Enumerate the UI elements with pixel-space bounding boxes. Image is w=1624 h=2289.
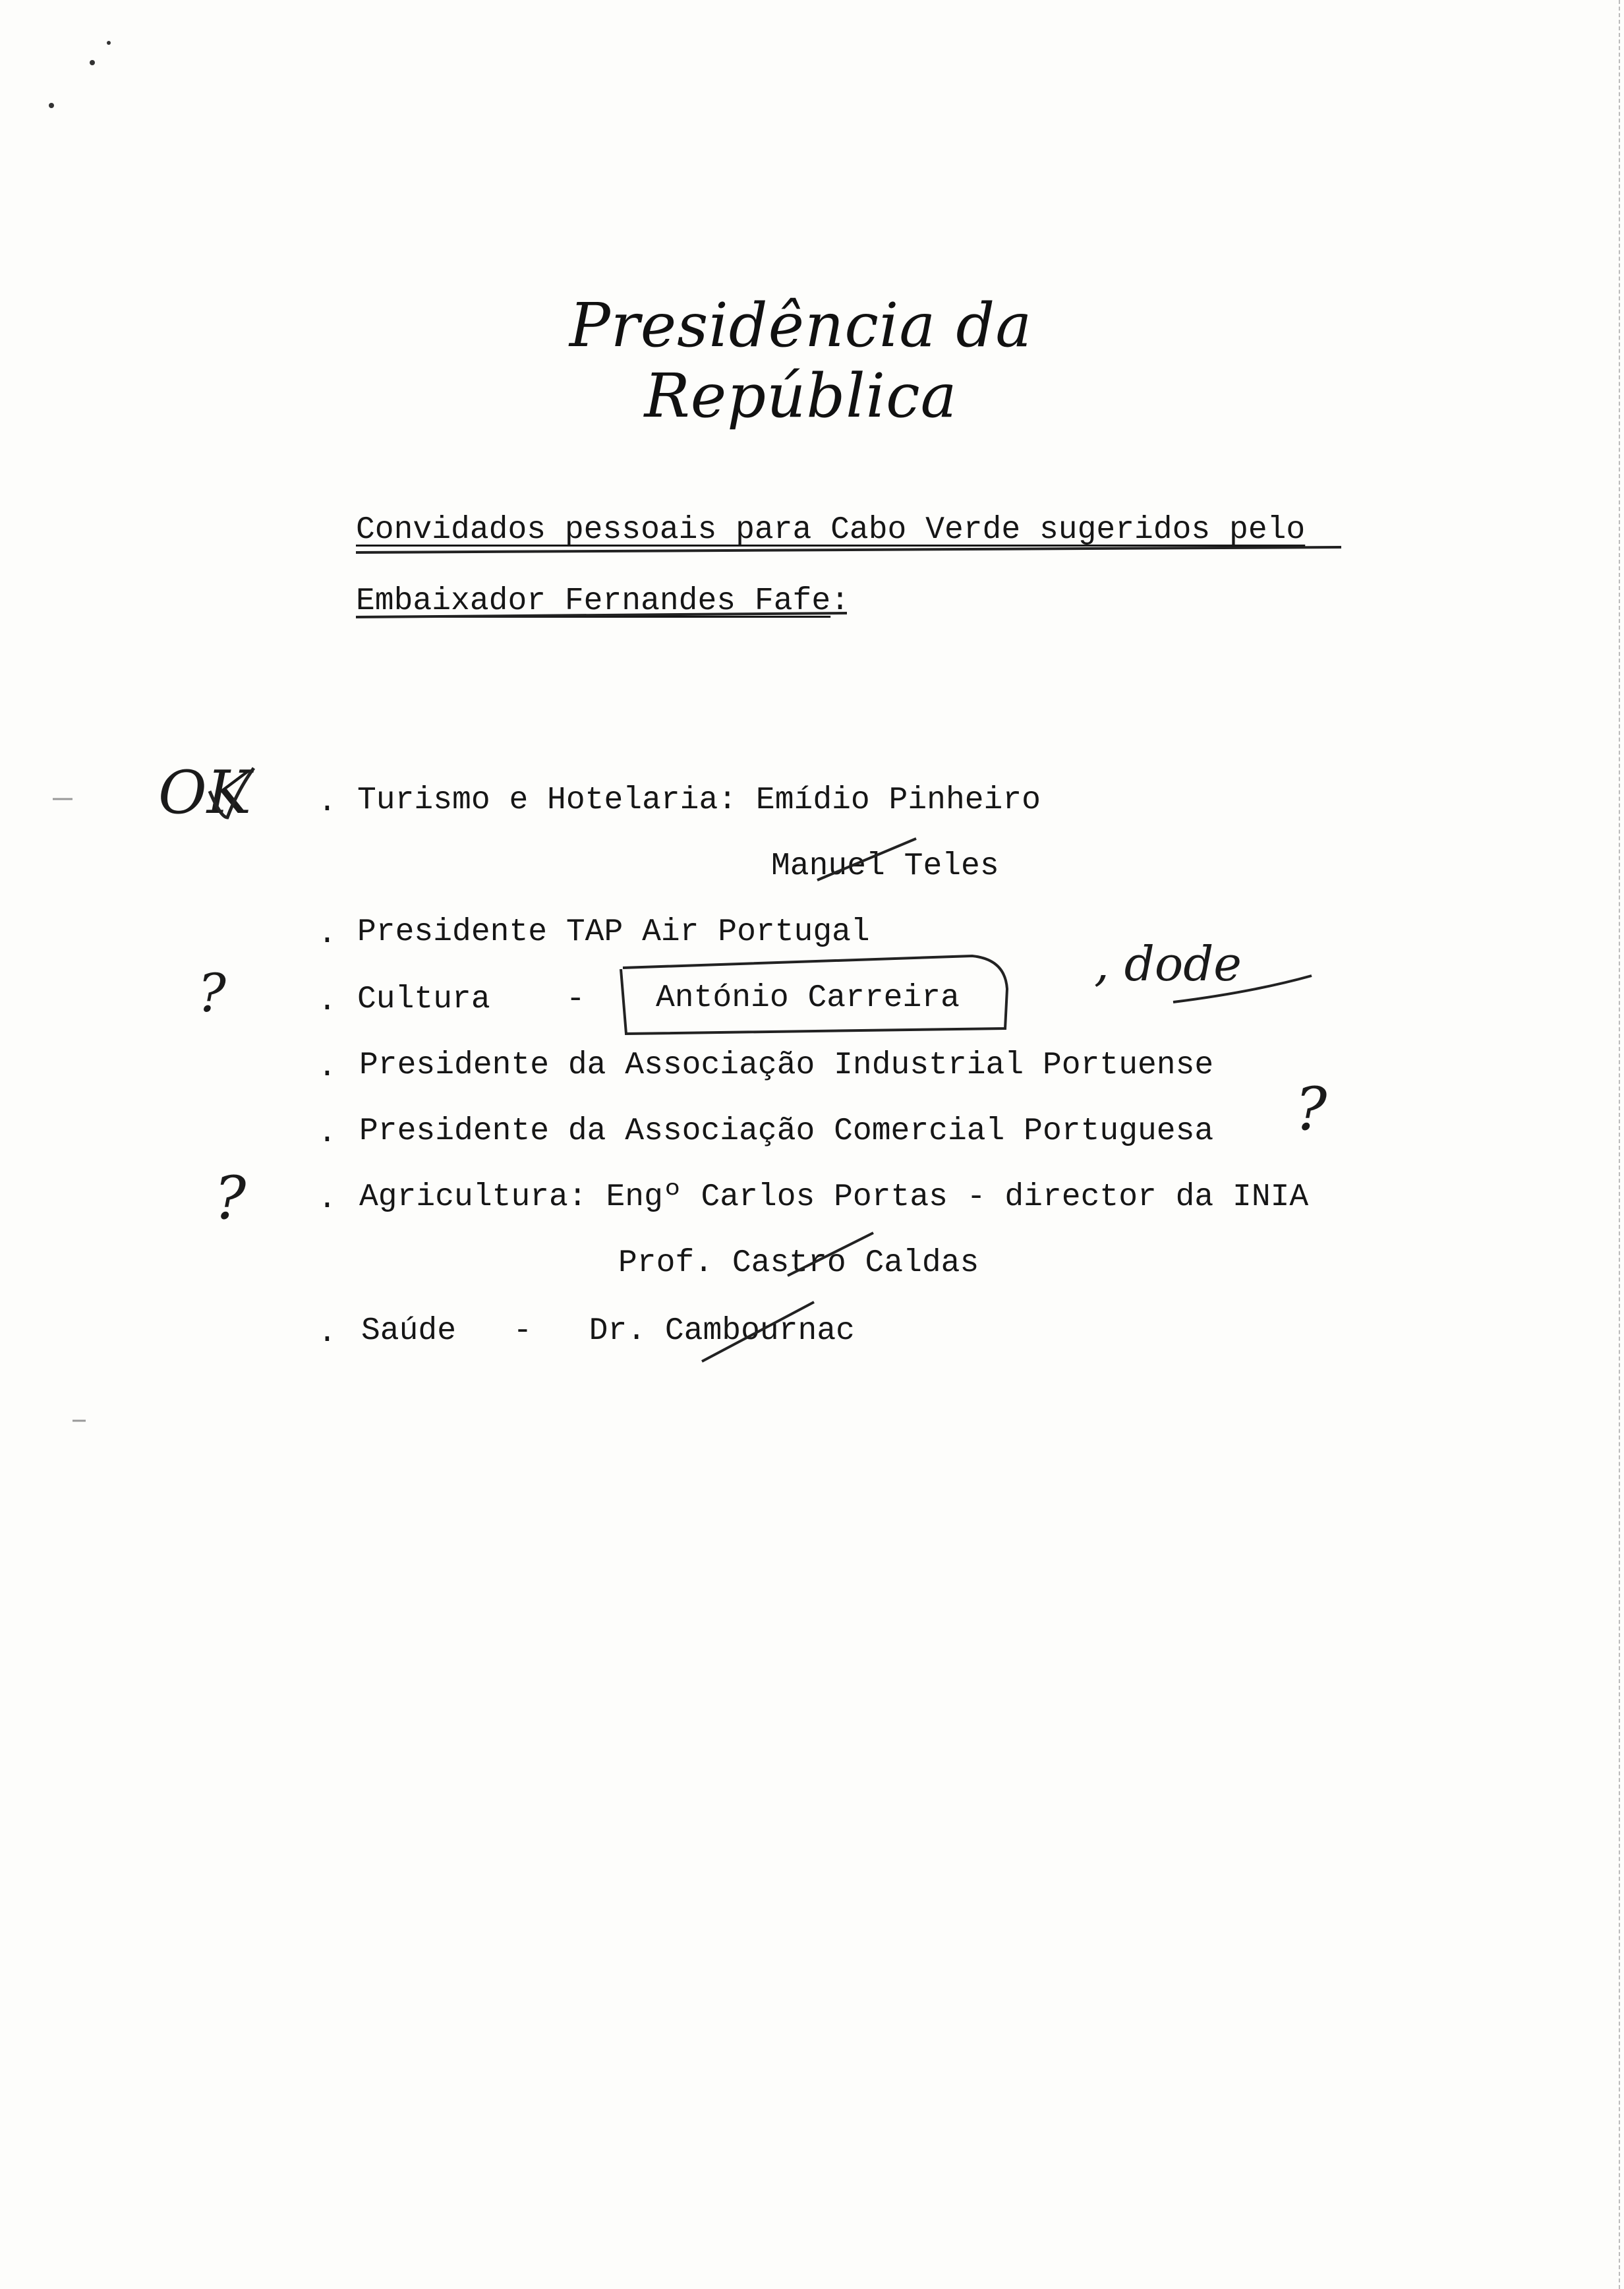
list-item-cultura: Cultura - xyxy=(357,982,585,1017)
letterhead: Presidência da República xyxy=(569,290,1033,431)
list-item-turismo: Turismo e Hotelaria: Emídio Pinheiro xyxy=(357,783,1041,818)
page-edge-scan-artifact xyxy=(1616,0,1620,2289)
heading-line-2 xyxy=(356,585,850,617)
list-item-assoc-comercial: Presidente da Associação Comercial Portuguesa xyxy=(359,1114,1214,1149)
handwritten-question-mark-agricultura: ? xyxy=(214,1164,246,1233)
list-item-agricultura: Agricultura: Engº Carlos Portas - director da INIA xyxy=(359,1179,1309,1215)
heading-line-1: Convidados pessoais para Cabo Verde sugeridos pelo xyxy=(356,512,1306,548)
speck-3 xyxy=(107,41,111,45)
bullet-3: . xyxy=(318,984,337,1019)
list-item-saude: Saúde - Dr. Cambournac xyxy=(361,1313,855,1349)
bullet-7: . xyxy=(318,1181,337,1217)
heading-line-2-colon: : xyxy=(830,583,850,619)
list-item-castro-caldas: Prof. Castro Caldas xyxy=(618,1245,979,1281)
list-item-presidente-tap: Presidente TAP Air Portugal xyxy=(357,914,870,950)
heading-underline-pen xyxy=(356,547,1341,552)
handwritten-margin-note: , dode xyxy=(1094,936,1242,992)
speck-1 xyxy=(90,60,95,65)
handwritten-question-mark-comercial: ? xyxy=(1295,1075,1327,1144)
bullet-9: . xyxy=(318,1315,337,1351)
handwritten-ok-mark: OK xyxy=(158,758,252,827)
bullet-6: . xyxy=(318,1115,337,1151)
list-item-antonio-carreira: António Carreira xyxy=(656,980,960,1016)
bullet-0: . xyxy=(318,785,337,820)
handwritten-question-mark-cultura: ? xyxy=(198,963,226,1024)
list-item-assoc-industrial: Presidente da Associação Industrial Portuense xyxy=(359,1048,1214,1083)
list-item-manuel-teles: Manuel Teles xyxy=(771,848,999,884)
bullet-5: . xyxy=(318,1050,337,1085)
speck-2 xyxy=(49,103,54,108)
bullet-2: . xyxy=(318,916,337,952)
heading-line-2-text: Embaixador Fernandes Fafe xyxy=(356,583,831,619)
